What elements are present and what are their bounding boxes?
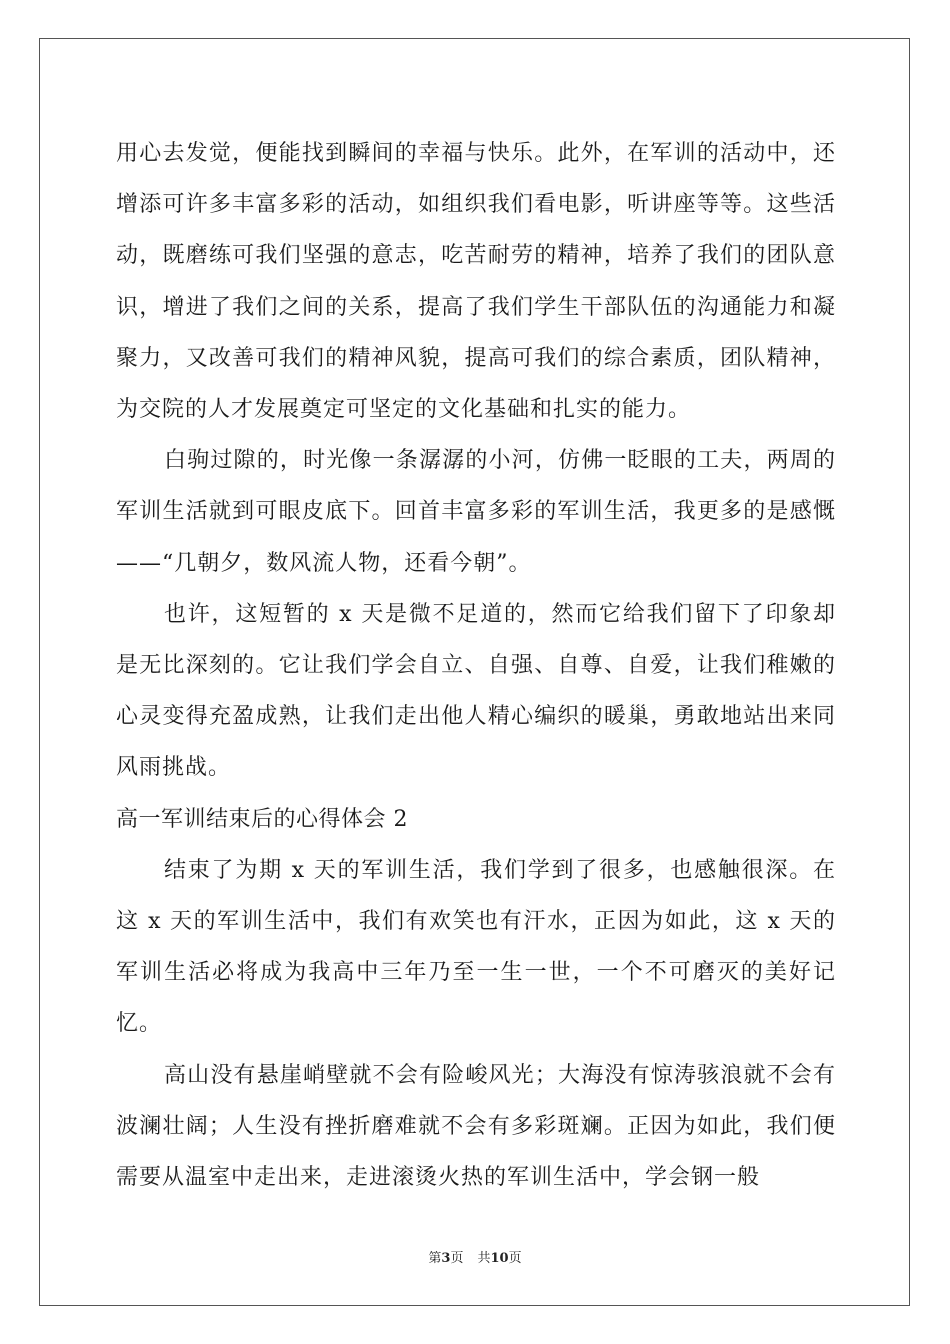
document-body xyxy=(116,128,836,1203)
page-current: 3 xyxy=(441,1251,451,1266)
total-prefix: 共 xyxy=(477,1251,491,1266)
page-total: 10 xyxy=(490,1251,509,1266)
paragraph-4: 结束了为期 x 天的军训生活，我们学到了很多，也感触很深。在这 x 天的军训生活中，我们有欢笑也有汗水，正因为如此，这 x 天的军训生活必将成为我高中三年乃至一生一世，一个不可磨灭的美好记忆。 xyxy=(116,857,836,1037)
paragraph-2: 白驹过隙的，时光像一条潺潺的小河，仿佛一眨眼的工夫，两周的军训生活就到可眼皮底下。回首丰富多彩的军训生活，我更多的是感慨——“几朝夕，数风流人物，还看今朝”。 xyxy=(116,448,836,576)
page-suffix: 页 xyxy=(450,1251,464,1266)
page-footer xyxy=(0,1247,950,1266)
paragraph-1: 用心去发觉，便能找到瞬间的幸福与快乐。此外，在军训的活动中，还增添可许多丰富多彩的活动，如组织我们看电影，听讲座等等。这些活动，既磨练可我们坚强的意志，吃苦耐劳的精神，培养了我们的团队意识，增进了我们之间的关系，提高了我们学生干部队伍的沟通能力和凝聚力，又改善可我们的精神风貌，提高可我们的综合素质，团队精神，为交院的人才发展奠定可坚定的文化基础和扎实的能力。 xyxy=(116,141,836,423)
total-suffix: 页 xyxy=(508,1251,522,1266)
paragraph-5: 高山没有悬崖峭壁就不会有险峻风光；大海没有惊涛骇浪就不会有波澜壮阔；人生没有挫折磨难就不会有多彩斑斓。正因为如此，我们便需要从温室中走出来，走进滚烫火热的军训生活中，学会钢一般 xyxy=(116,1062,836,1191)
paragraph-3: 也许，这短暂的 x 天是微不足道的，然而它给我们留下了印象却是无比深刻的。它让我们学会自立、自强、自尊、自爱，让我们稚嫩的心灵变得充盈成熟，让我们走出他人精心编织的暖巢，勇敢地站出来同风雨挑战。 xyxy=(116,601,836,781)
section-heading: 高一军训结束后的心得体会 2 xyxy=(116,806,408,832)
page-prefix: 第 xyxy=(428,1251,442,1266)
